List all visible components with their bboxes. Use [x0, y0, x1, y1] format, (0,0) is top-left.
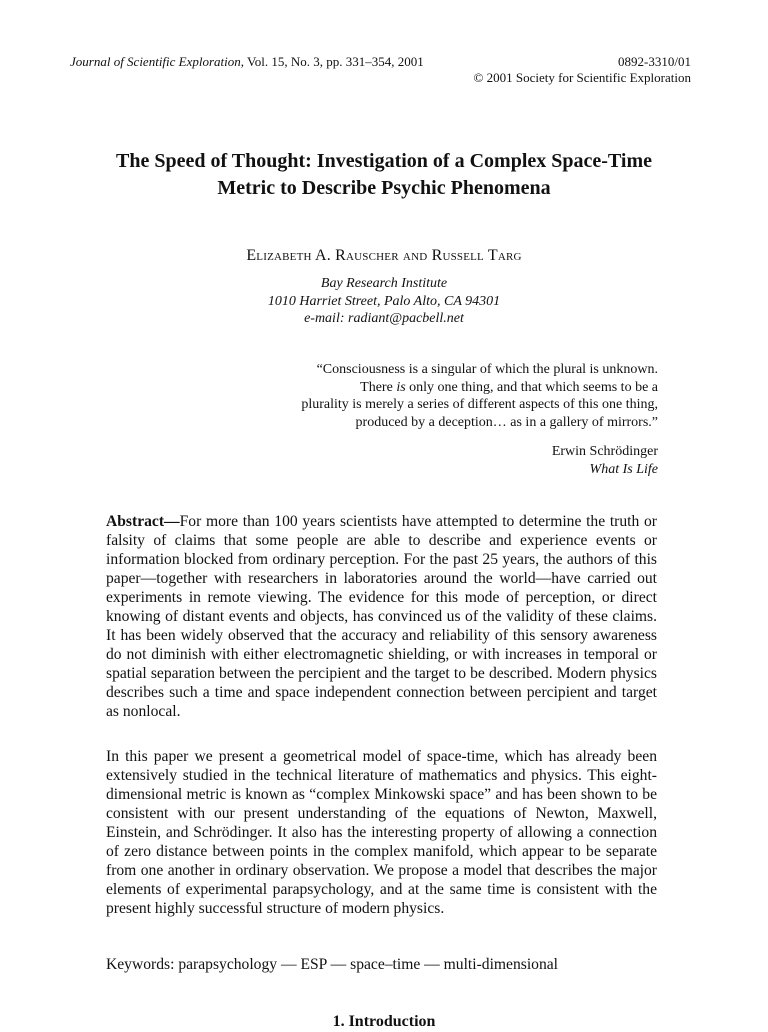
epigraph-author: Erwin Schrödinger — [551, 444, 658, 459]
email: e-mail: radiant@pacbell.net — [304, 311, 464, 326]
journal-name: Journal of Scientific Exploration, — [70, 54, 245, 69]
institute: Bay Research Institute — [320, 276, 448, 291]
epigraph-line — [218, 379, 658, 397]
epigraph-emphasis: is — [396, 379, 406, 395]
keywords: Keywords: parapsychology — ESP — space–time — multi-dimensional — [106, 956, 559, 973]
epigraph-quote — [218, 361, 658, 431]
paper-title — [40, 148, 728, 202]
epigraph-text: There — [360, 379, 397, 395]
issn: 0892-3310/01 — [618, 54, 691, 69]
journal-citation — [70, 54, 424, 70]
title-line-1: The Speed of Thought: Investigation of a Complex Space-Time — [116, 150, 652, 172]
publication-info — [474, 54, 691, 86]
epigraph-text: only one thing, and that which seems to be a — [405, 379, 658, 395]
section-heading: 1. Introduction — [332, 1013, 436, 1030]
abstract — [106, 512, 657, 721]
epigraph-line: plurality is merely a series of different aspects of this one thing, — [301, 397, 658, 412]
citation-details: Vol. 15, No. 3, pp. 331–354, 2001 — [244, 54, 424, 69]
epigraph-work: What Is Life — [589, 462, 658, 477]
copyright: © 2001 Society for Scientific Exploration — [473, 70, 691, 85]
abstract-text: For more than 100 years scientists have attempted to determine the truth or falsity of claims that some people are able to describe and experience events or information blocked from ordinary perception. For the past 25 years, the authors of this paper—together with researchers in laboratories around the world—have carried out experiments in remote viewing. The evidence for this mode of perception, or direct knowing of distant events and objects, has convinced us of the validity of these claims. It has been widely observed that the accuracy and reliability of this sensory awareness do not diminish with either electromagnetic shielding, or with increases in temporal or spatial separation between the percipient and the target to be described. Modern physics describes such a time and space independent connection between percipient and target as nonlocal. — [106, 513, 657, 720]
epigraph-line: produced by a deception… as in a gallery of mirrors.” — [355, 414, 658, 430]
affiliation — [0, 275, 768, 328]
abstract-label: Abstract— — [106, 513, 180, 530]
author-list: Elizabeth A. Rauscher and Russell Targ — [246, 247, 522, 264]
title-line-2: Metric to Describe Psychic Phenomena — [217, 177, 551, 199]
epigraph-line: “Consciousness is a singular of which the plural is unknown. — [316, 362, 658, 377]
address: 1010 Harriet Street, Palo Alto, CA 94301 — [267, 293, 501, 309]
abstract-paragraph-2: In this paper we present a geometrical model of space-time, which has already been extensively studied in the technical literature of mathematics and physics. This eight-dimensional metric is known as “complex Minkowski space” and has been shown to be consistent with our present understanding of the equations of Newton, Maxwell, Einstein, and Schrödinger. It also has the interesting property of allowing a connection of zero distance between points in the complex manifold, which appear to be separate from one another in ordinary observation. We propose a model that describes the major elements of experimental parapsychology, and at the same time is consistent with the present highly successful structure of modern physics. — [106, 748, 657, 917]
epigraph-attribution — [552, 443, 658, 479]
